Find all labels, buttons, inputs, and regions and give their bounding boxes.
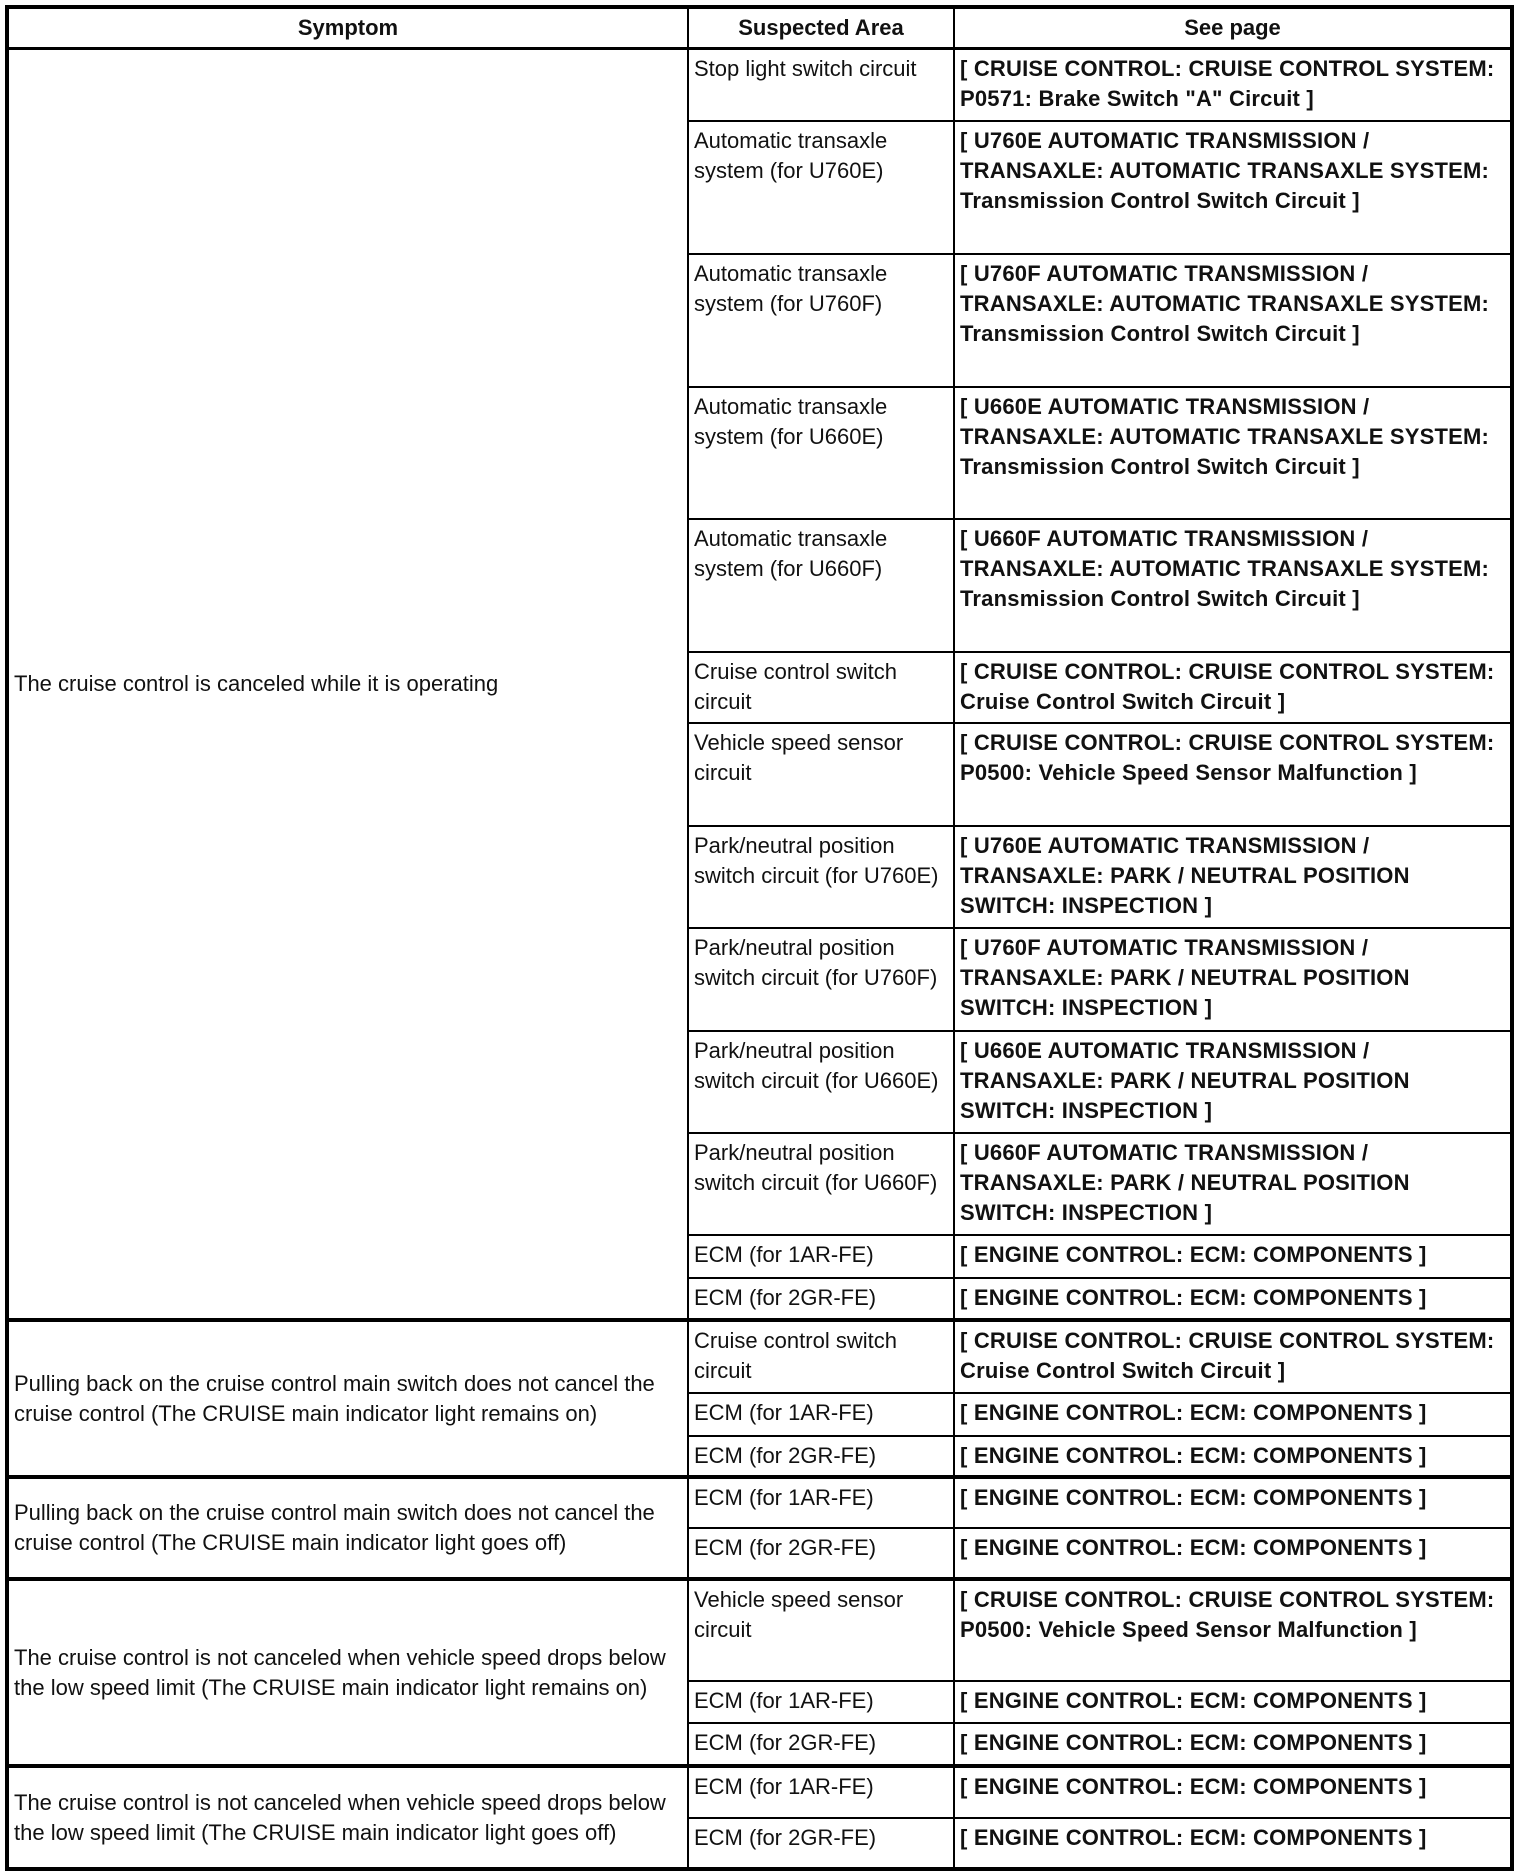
see-page-link[interactable]: [ U660F AUTOMATIC TRANSMISSION / TRANSAXLE: AUTOMATIC TRANSAXLE SYSTEM: Transmission Control Switch Circuit ]	[954, 519, 1512, 652]
header-symptom: Symptom	[7, 7, 688, 49]
see-page-link[interactable]: [ CRUISE CONTROL: CRUISE CONTROL SYSTEM: Cruise Control Switch Circuit ]	[954, 652, 1512, 723]
suspected-area-cell: Vehicle speed sensor circuit	[688, 1579, 954, 1681]
suspected-area-cell: Park/neutral position switch circuit (for U660F)	[688, 1133, 954, 1235]
see-page-link[interactable]: [ ENGINE CONTROL: ECM: COMPONENTS ]	[954, 1393, 1512, 1436]
suspected-area-cell: Park/neutral position switch circuit (for U760E)	[688, 826, 954, 928]
suspected-area-cell: Park/neutral position switch circuit (for U660E)	[688, 1031, 954, 1133]
see-page-link[interactable]: [ CRUISE CONTROL: CRUISE CONTROL SYSTEM: Cruise Control Switch Circuit ]	[954, 1320, 1512, 1393]
suspected-area-cell: Stop light switch circuit	[688, 49, 954, 121]
suspected-area-cell: ECM (for 1AR-FE)	[688, 1477, 954, 1528]
see-page-link[interactable]: [ U760F AUTOMATIC TRANSMISSION / TRANSAXLE: PARK / NEUTRAL POSITION SWITCH: INSPECTION ]	[954, 928, 1512, 1031]
suspected-area-cell: ECM (for 2GR-FE)	[688, 1436, 954, 1477]
see-page-link[interactable]: [ U760F AUTOMATIC TRANSMISSION / TRANSAXLE: AUTOMATIC TRANSAXLE SYSTEM: Transmission Control Switch Circuit ]	[954, 254, 1512, 387]
suspected-area-cell: Vehicle speed sensor circuit	[688, 723, 954, 826]
symptom-table	[5, 5, 1514, 1871]
see-page-link[interactable]: [ ENGINE CONTROL: ECM: COMPONENTS ]	[954, 1278, 1512, 1320]
table-row	[7, 49, 1512, 121]
table-row	[7, 1320, 1512, 1393]
symptom-cell: Pulling back on the cruise control main switch does not cancel the cruise control (The CRUISE main indicator light goes off)	[7, 1477, 688, 1579]
table-row	[7, 1766, 1512, 1818]
suspected-area-cell: Park/neutral position switch circuit (for U760F)	[688, 928, 954, 1031]
suspected-area-cell: Automatic transaxle system (for U660E)	[688, 387, 954, 519]
see-page-link[interactable]: [ ENGINE CONTROL: ECM: COMPONENTS ]	[954, 1681, 1512, 1723]
suspected-area-cell: ECM (for 1AR-FE)	[688, 1235, 954, 1278]
suspected-area-cell: Cruise control switch circuit	[688, 1320, 954, 1393]
suspected-area-cell: ECM (for 2GR-FE)	[688, 1723, 954, 1766]
see-page-link[interactable]: [ U760E AUTOMATIC TRANSMISSION / TRANSAXLE: AUTOMATIC TRANSAXLE SYSTEM: Transmission Control Switch Circuit ]	[954, 121, 1512, 254]
see-page-link[interactable]: [ ENGINE CONTROL: ECM: COMPONENTS ]	[954, 1766, 1512, 1818]
header-row	[7, 7, 1512, 49]
see-page-link[interactable]: [ U660E AUTOMATIC TRANSMISSION / TRANSAXLE: PARK / NEUTRAL POSITION SWITCH: INSPECTION ]	[954, 1031, 1512, 1133]
see-page-link[interactable]: [ ENGINE CONTROL: ECM: COMPONENTS ]	[954, 1818, 1512, 1869]
see-page-link[interactable]: [ ENGINE CONTROL: ECM: COMPONENTS ]	[954, 1436, 1512, 1477]
suspected-area-cell: Automatic transaxle system (for U660F)	[688, 519, 954, 652]
see-page-link[interactable]: [ ENGINE CONTROL: ECM: COMPONENTS ]	[954, 1235, 1512, 1278]
see-page-link[interactable]: [ CRUISE CONTROL: CRUISE CONTROL SYSTEM: P0500: Vehicle Speed Sensor Malfunction ]	[954, 1579, 1512, 1681]
suspected-area-cell: Automatic transaxle system (for U760E)	[688, 121, 954, 254]
see-page-link[interactable]: [ ENGINE CONTROL: ECM: COMPONENTS ]	[954, 1477, 1512, 1528]
suspected-area-cell: ECM (for 2GR-FE)	[688, 1818, 954, 1869]
suspected-area-cell: Automatic transaxle system (for U760F)	[688, 254, 954, 387]
suspected-area-cell: ECM (for 2GR-FE)	[688, 1278, 954, 1320]
suspected-area-cell: ECM (for 1AR-FE)	[688, 1681, 954, 1723]
header-suspected-area: Suspected Area	[688, 7, 954, 49]
symptom-cell: The cruise control is not canceled when vehicle speed drops below the low speed limit (The CRUISE main indicator light remains on)	[7, 1579, 688, 1766]
suspected-area-cell: ECM (for 1AR-FE)	[688, 1766, 954, 1818]
see-page-link[interactable]: [ ENGINE CONTROL: ECM: COMPONENTS ]	[954, 1528, 1512, 1579]
header-see-page: See page	[954, 7, 1512, 49]
see-page-link[interactable]: [ U660E AUTOMATIC TRANSMISSION / TRANSAXLE: AUTOMATIC TRANSAXLE SYSTEM: Transmission Control Switch Circuit ]	[954, 387, 1512, 519]
see-page-link[interactable]: [ CRUISE CONTROL: CRUISE CONTROL SYSTEM: P0500: Vehicle Speed Sensor Malfunction ]	[954, 723, 1512, 826]
table-row	[7, 1477, 1512, 1528]
see-page-link[interactable]: [ U760E AUTOMATIC TRANSMISSION / TRANSAXLE: PARK / NEUTRAL POSITION SWITCH: INSPECTION ]	[954, 826, 1512, 928]
table-row	[7, 1579, 1512, 1681]
suspected-area-cell: ECM (for 1AR-FE)	[688, 1393, 954, 1436]
see-page-link[interactable]: [ U660F AUTOMATIC TRANSMISSION / TRANSAXLE: PARK / NEUTRAL POSITION SWITCH: INSPECTION ]	[954, 1133, 1512, 1235]
symptom-cell: The cruise control is canceled while it is operating	[7, 49, 688, 1320]
see-page-link[interactable]: [ CRUISE CONTROL: CRUISE CONTROL SYSTEM: P0571: Brake Switch "A" Circuit ]	[954, 49, 1512, 121]
suspected-area-cell: ECM (for 2GR-FE)	[688, 1528, 954, 1579]
symptom-cell: The cruise control is not canceled when vehicle speed drops below the low speed limit (The CRUISE main indicator light goes off)	[7, 1766, 688, 1869]
see-page-link[interactable]: [ ENGINE CONTROL: ECM: COMPONENTS ]	[954, 1723, 1512, 1766]
symptom-cell: Pulling back on the cruise control main switch does not cancel the cruise control (The CRUISE main indicator light remains on)	[7, 1320, 688, 1477]
suspected-area-cell: Cruise control switch circuit	[688, 652, 954, 723]
